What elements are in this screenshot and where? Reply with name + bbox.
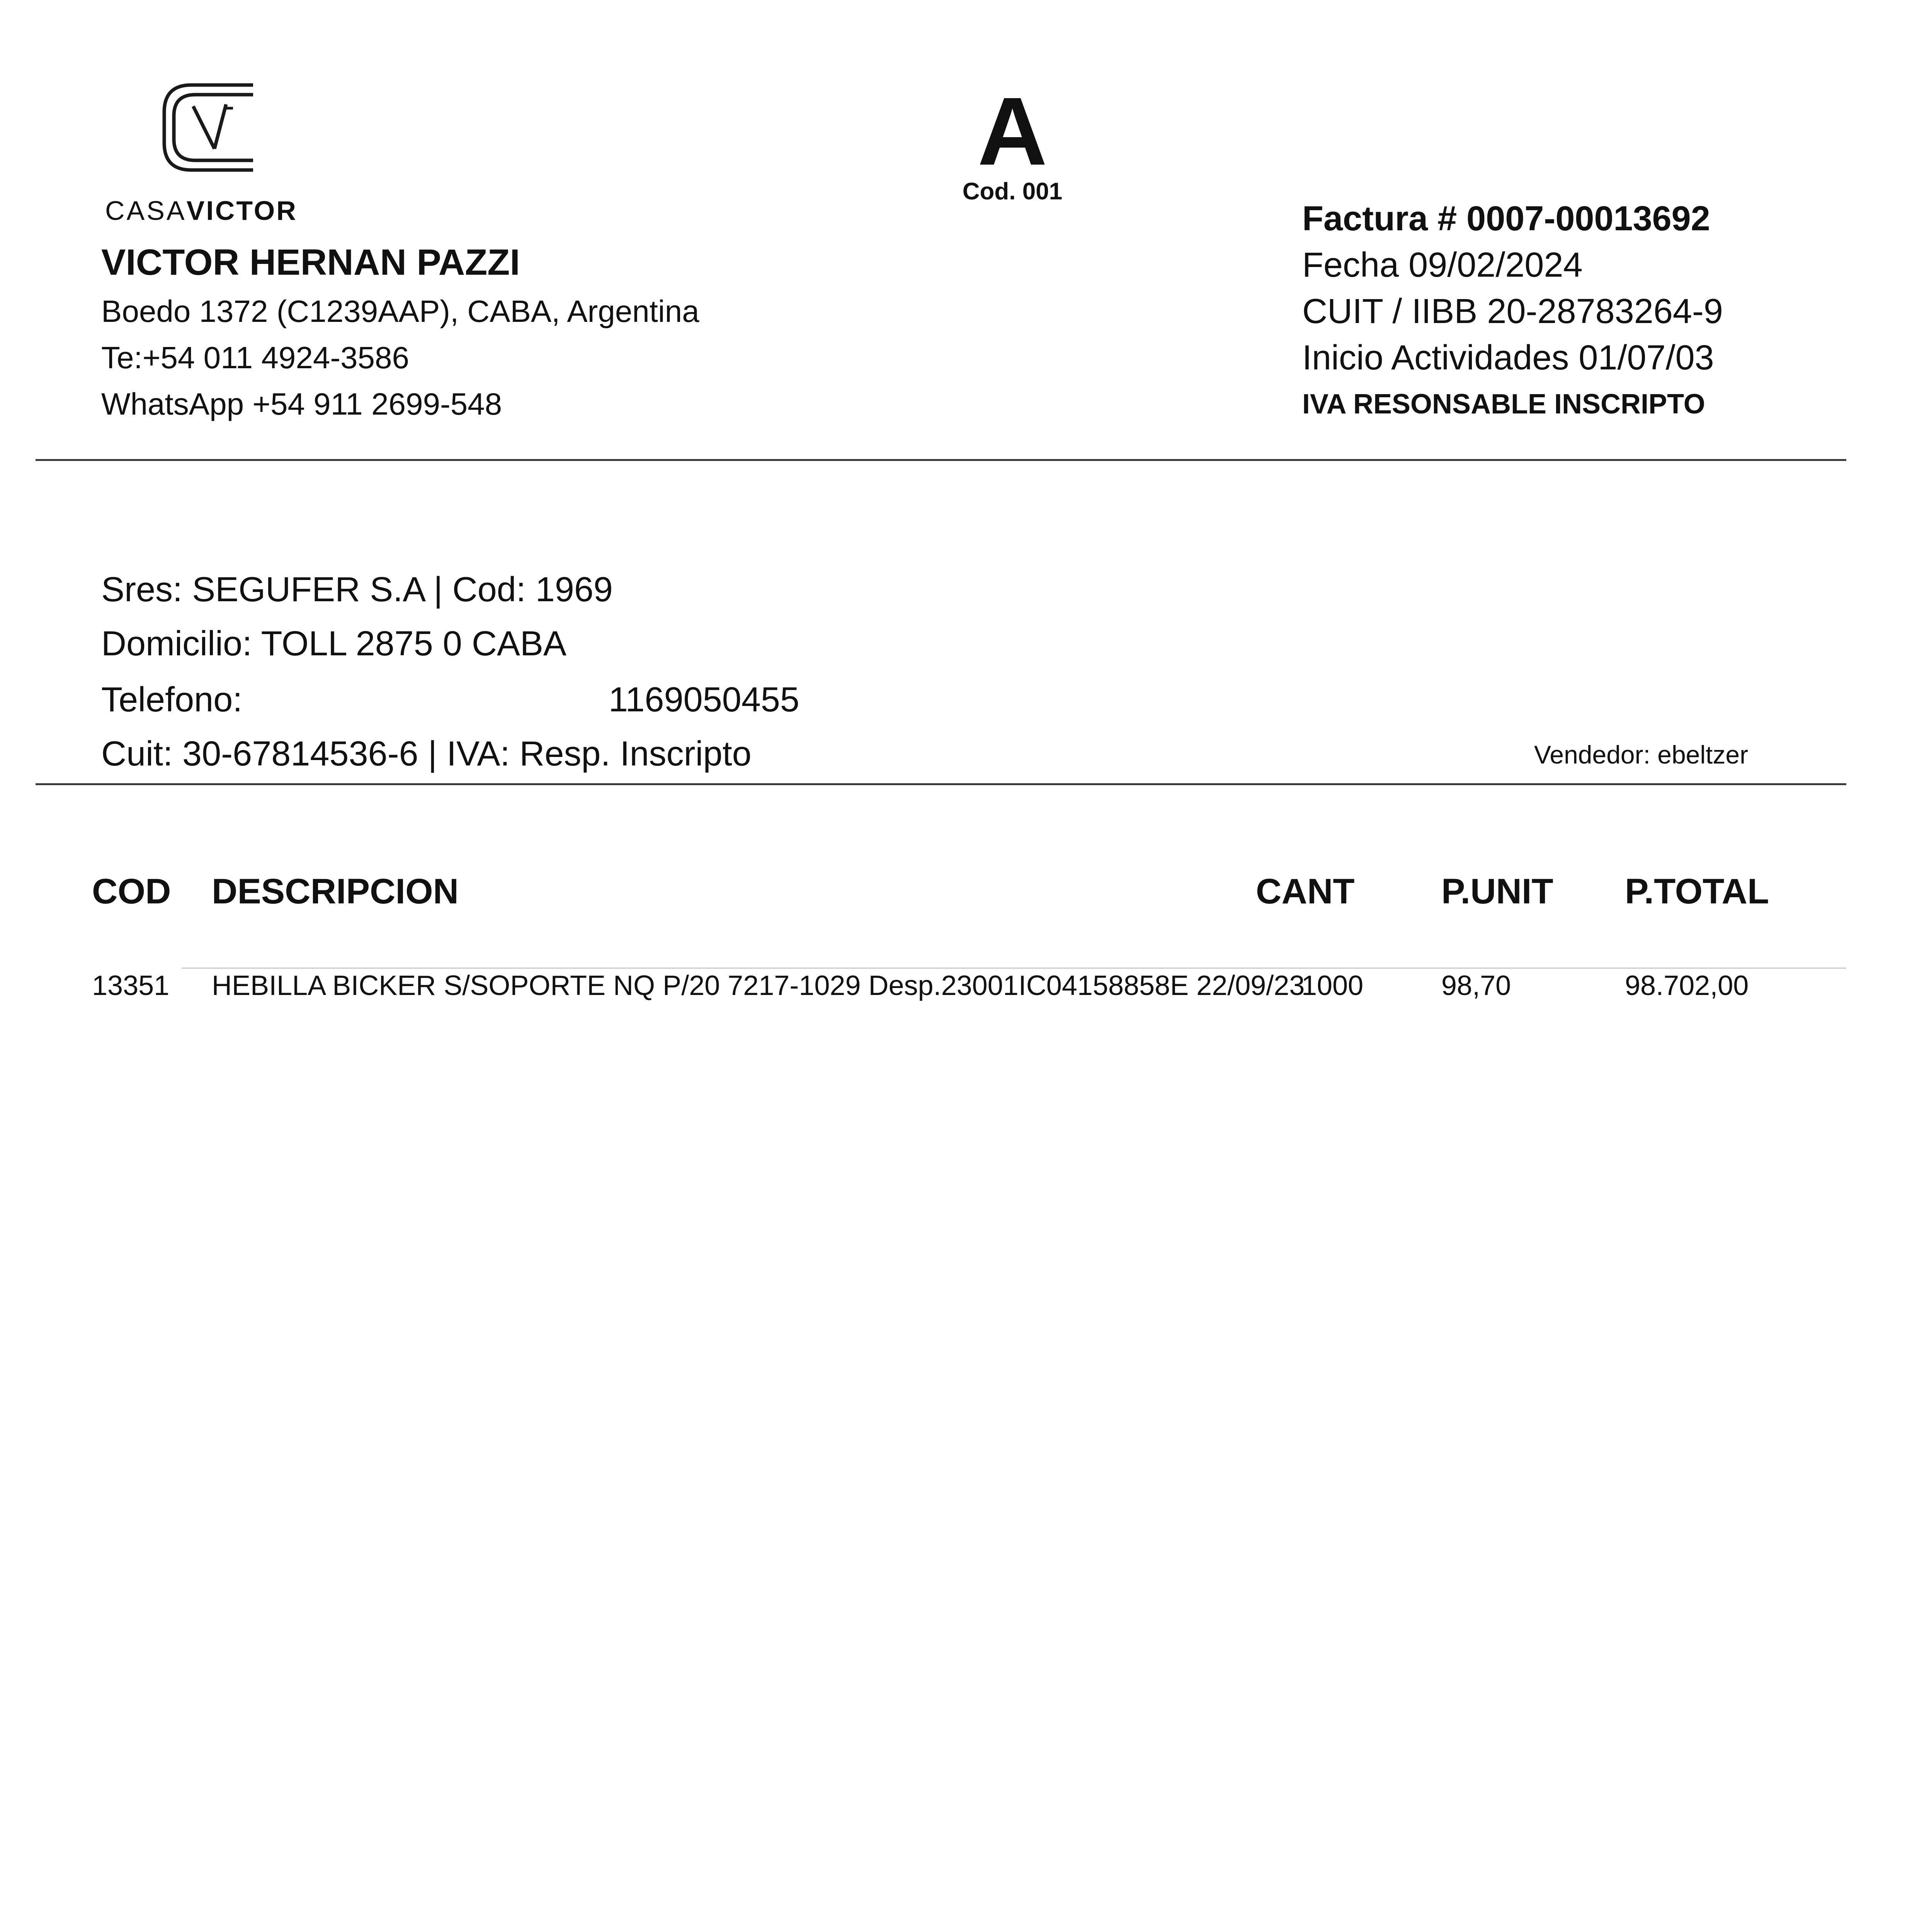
seller: Vendedor: ebeltzer [1534, 740, 1749, 769]
client-divider [36, 783, 1846, 785]
casa-victor-logo [156, 77, 272, 176]
client-name: Sres: SEGUFER S.A | Cod: 1969 [101, 570, 613, 609]
invoice-date: Fecha 09/02/2024 [1302, 246, 1583, 284]
issuer-name: VICTOR HERNAN PAZZI [101, 242, 520, 283]
client-phone: 1169050455 [609, 680, 799, 719]
item-cod: 13351 [92, 970, 170, 1001]
col-header-punit: P.UNIT [1441, 872, 1553, 911]
header-divider [36, 459, 1846, 461]
client-phone-label: Telefono: [101, 680, 243, 719]
brand-name: CASAVICTOR [105, 196, 298, 226]
col-header-cod: COD [92, 872, 171, 911]
invoice-letter: A [977, 77, 1048, 185]
item-unit-price: 98,70 [1441, 970, 1511, 1001]
col-header-cant: CANT [1256, 872, 1355, 911]
item-description: HEBILLA BICKER S/SOPORTE NQ P/20 7217-1029 Desp.23001IC04158858E 22/09/23 [212, 970, 1305, 1001]
col-header-descripcion: DESCRIPCION [212, 872, 459, 911]
issuer-iva-status: IVA RESONSABLE INSCRIPTO [1302, 389, 1705, 420]
col-header-ptotal: P.TOTAL [1625, 872, 1769, 911]
issuer-start-date: Inicio Actividades 01/07/03 [1302, 338, 1714, 377]
issuer-address: Boedo 1372 (C1239AAP), CABA, Argentina [101, 294, 699, 328]
item-total-price: 98.702,00 [1625, 970, 1749, 1001]
issuer-cuit: CUIT / IIBB 20-28783264-9 [1302, 292, 1723, 331]
client-address: Domicilio: TOLL 2875 0 CABA [101, 624, 566, 663]
issuer-phone: Te:+54 011 4924-3586 [101, 340, 409, 375]
invoice-number: Factura # 0007-00013692 [1302, 199, 1710, 238]
invoice-type-code: Cod. 001 [962, 178, 1063, 205]
item-quantity: 1000 [1301, 970, 1364, 1001]
table-header-divider [182, 968, 1846, 969]
client-tax-info: Cuit: 30-67814536-6 | IVA: Resp. Inscripto [101, 735, 752, 773]
issuer-whatsapp: WhatsApp +54 911 2699-548 [101, 387, 502, 421]
